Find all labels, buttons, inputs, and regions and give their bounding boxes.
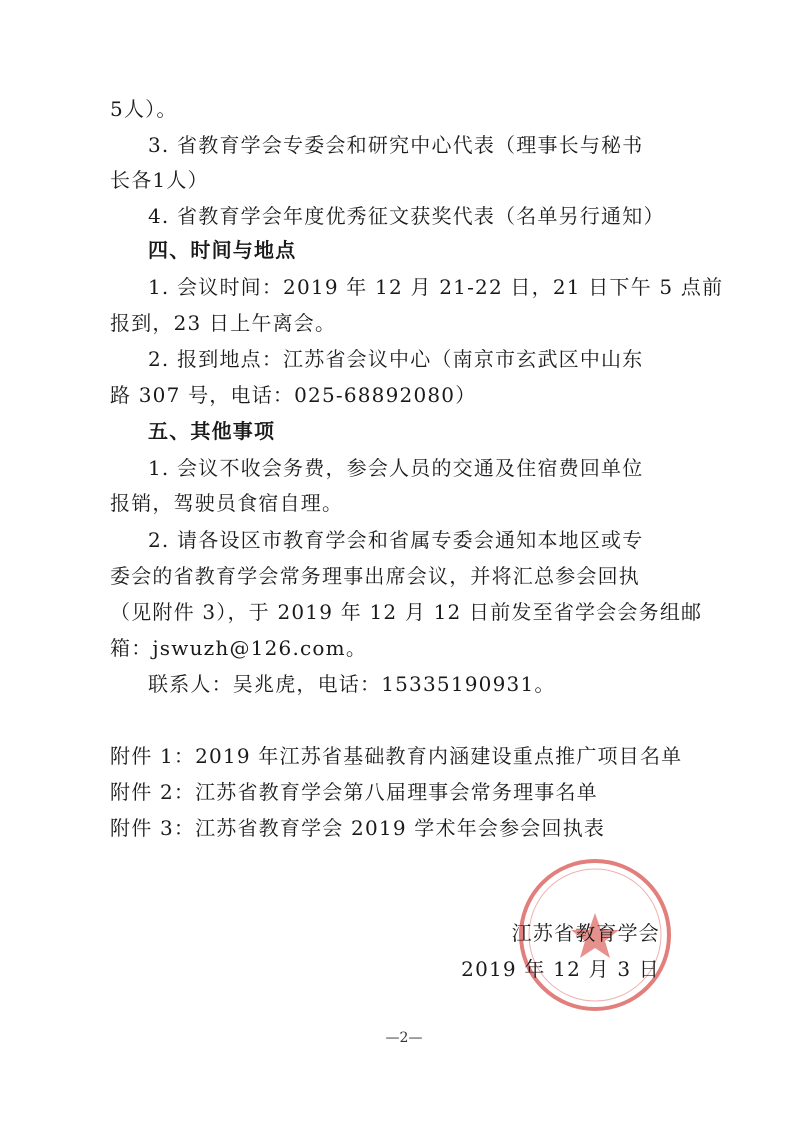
signature-organization: 江苏省教育学会 (511, 921, 660, 945)
section-heading: 五、其他事项 (148, 419, 276, 443)
body-line: 委会的省教育学会常务理事出席会议，并将汇总参会回执 (110, 564, 640, 588)
attachment-item: 附件 1：2019 年江苏省基础教育内涵建设重点推广项目名单 (110, 744, 683, 768)
body-line: 路 307 号，电话：025-68892080） (110, 383, 477, 407)
attachment-item: 附件 3：江苏省教育学会 2019 学术年会参会回执表 (110, 816, 606, 840)
section-heading: 四、时间与地点 (148, 238, 297, 262)
body-line: 报销，驾驶员食宿自理。 (110, 491, 344, 515)
body-line: 4. 省教育学会年度优秀征文获奖代表（名单另行通知） (148, 204, 665, 228)
contact-line: 联系人：吴兆虎，电话：15335190931。 (148, 672, 556, 696)
page-number: —2— (385, 1030, 423, 1046)
body-line: 长各1人） (110, 168, 209, 192)
body-line: 箱：jswuzh@126.com。 (110, 636, 368, 660)
body-line: 5人）。 (110, 97, 178, 121)
body-line: 2. 请各设区市教育学会和省属专委会通知本地区或专 (148, 528, 644, 552)
body-line: 1. 会议不收会务费，参会人员的交通及住宿费回单位 (148, 456, 644, 480)
body-line: （见附件 3），于 2019 年 12 月 12 日前发至省学会会务组邮 (110, 600, 703, 624)
body-line: 1. 会议时间：2019 年 12 月 21-22 日，21 日下午 5 点前 (148, 275, 724, 299)
attachment-item: 附件 2：江苏省教育学会第八届理事会常务理事名单 (110, 780, 598, 804)
body-line: 报到，23 日上午离会。 (110, 311, 337, 335)
body-line: 3. 省教育学会专委会和研究中心代表（理事长与秘书 (148, 133, 644, 157)
body-line: 2. 报到地点：江苏省会议中心（南京市玄武区中山东 (148, 347, 644, 371)
signature-date: 2019 年 12 月 3 日 (461, 957, 660, 981)
